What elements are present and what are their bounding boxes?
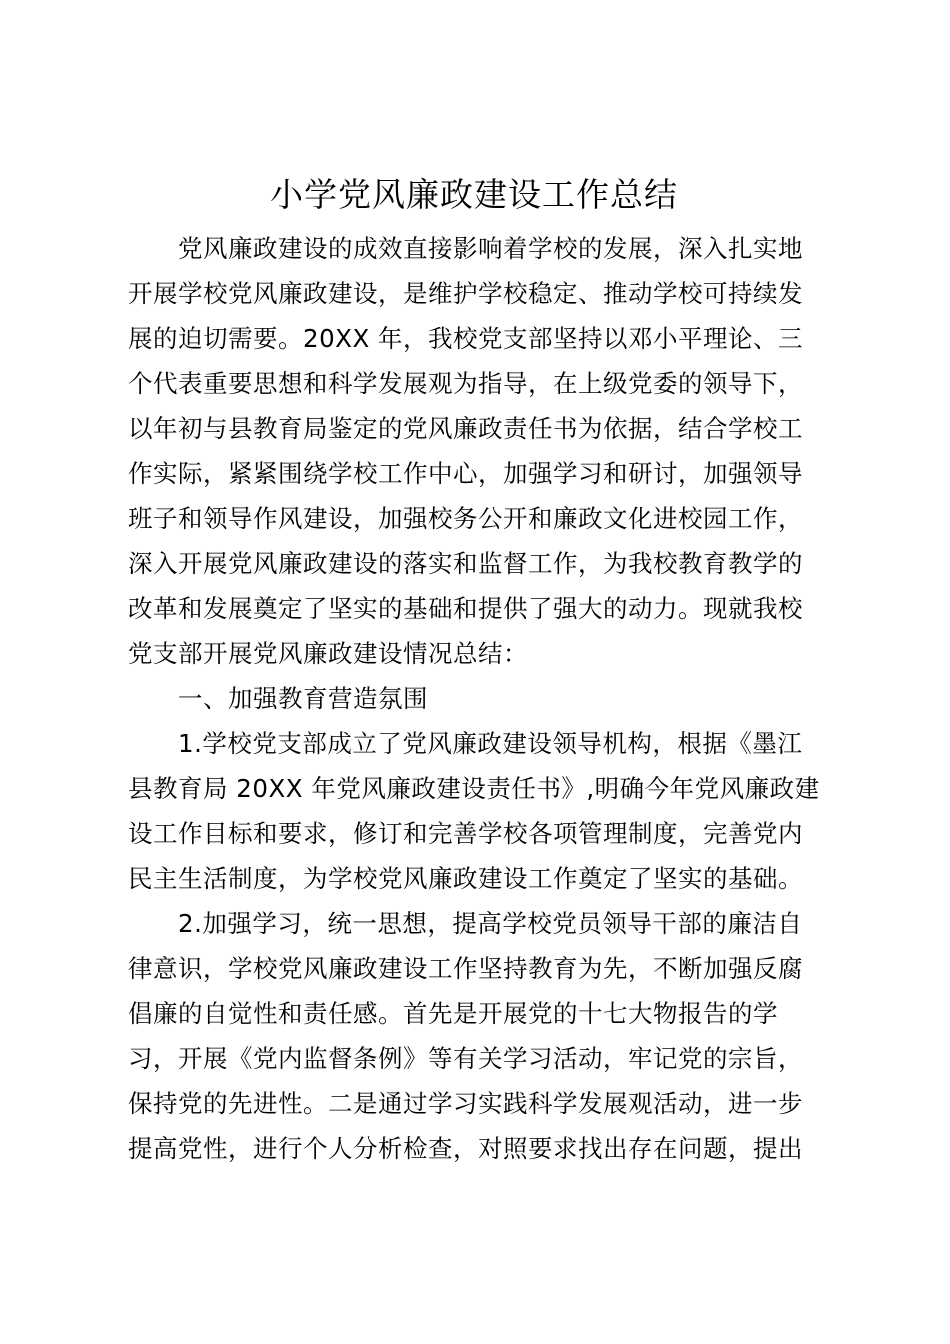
text-line: 1.学校党支部成立了党风廉政建设领导机构，根据《墨江: [178, 729, 803, 758]
text-line: 深入开展党风廉政建设的落实和监督工作，为我校教育教学的: [128, 549, 803, 578]
text-line: 提高党性，进行个人分析检查，对照要求找出存在问题，提出: [128, 1134, 803, 1163]
document-title: 小学党风廉政建设工作总结: [270, 175, 678, 214]
text-line: 倡廉的自觉性和责任感。首先是开展党的十七大物报告的学: [128, 999, 778, 1028]
text-line: 开展学校党风廉政建设，是维护学校稳定、推动学校可持续发: [128, 279, 803, 308]
paragraph-intro: [128, 226, 828, 676]
text-line: 设工作目标和要求，修订和完善学校各项管理制度，完善党内: [128, 819, 803, 848]
text-line: 以年初与县教育局鉴定的党风廉政责任书为依据，结合学校工: [128, 414, 803, 443]
text-line: 律意识，学校党风廉政建设工作坚持教育为先，不断加强反腐: [128, 954, 803, 983]
text-line: 改革和发展奠定了坚实的基础和提供了强大的动力。现就我校: [128, 594, 803, 623]
text-line: 个代表重要思想和科学发展观为指导，在上级党委的领导下，: [128, 369, 803, 398]
text-line: 展的迫切需要。20XX 年，我校党支部坚持以邓小平理论、三: [128, 324, 804, 353]
text-line: 习，开展《党内监督条例》等有关学习活动，牢记党的宗旨，: [128, 1044, 803, 1073]
text-line: 县教育局 20XX 年党风廉政建设责任书》,明确今年党风廉政建: [128, 774, 820, 803]
text-line: 保持党的先进性。二是通过学习实践科学发展观活动，进一步: [128, 1089, 803, 1118]
text-line: 党风廉政建设的成效直接影响着学校的发展，深入扎实地: [178, 234, 803, 263]
text-line: 党支部开展党风廉政建设情况总结：: [128, 639, 528, 668]
document-page: [128, 170, 828, 1171]
paragraph-item-2: [128, 901, 828, 1171]
text-line: 2.加强学习，统一思想，提高学校党员领导干部的廉洁自: [178, 909, 803, 938]
section-heading: 一、加强教育营造氛围: [178, 684, 428, 713]
paragraph-item-1: [128, 721, 828, 901]
text-line: 民主生活制度，为学校党风廉政建设工作奠定了坚实的基础。: [128, 864, 803, 893]
text-line: 作实际，紧紧围绕学校工作中心，加强学习和研讨，加强领导: [128, 459, 803, 488]
text-line: 班子和领导作风建设，加强校务公开和廉政文化进校园工作，: [128, 504, 803, 533]
section-heading-1: [128, 676, 828, 721]
